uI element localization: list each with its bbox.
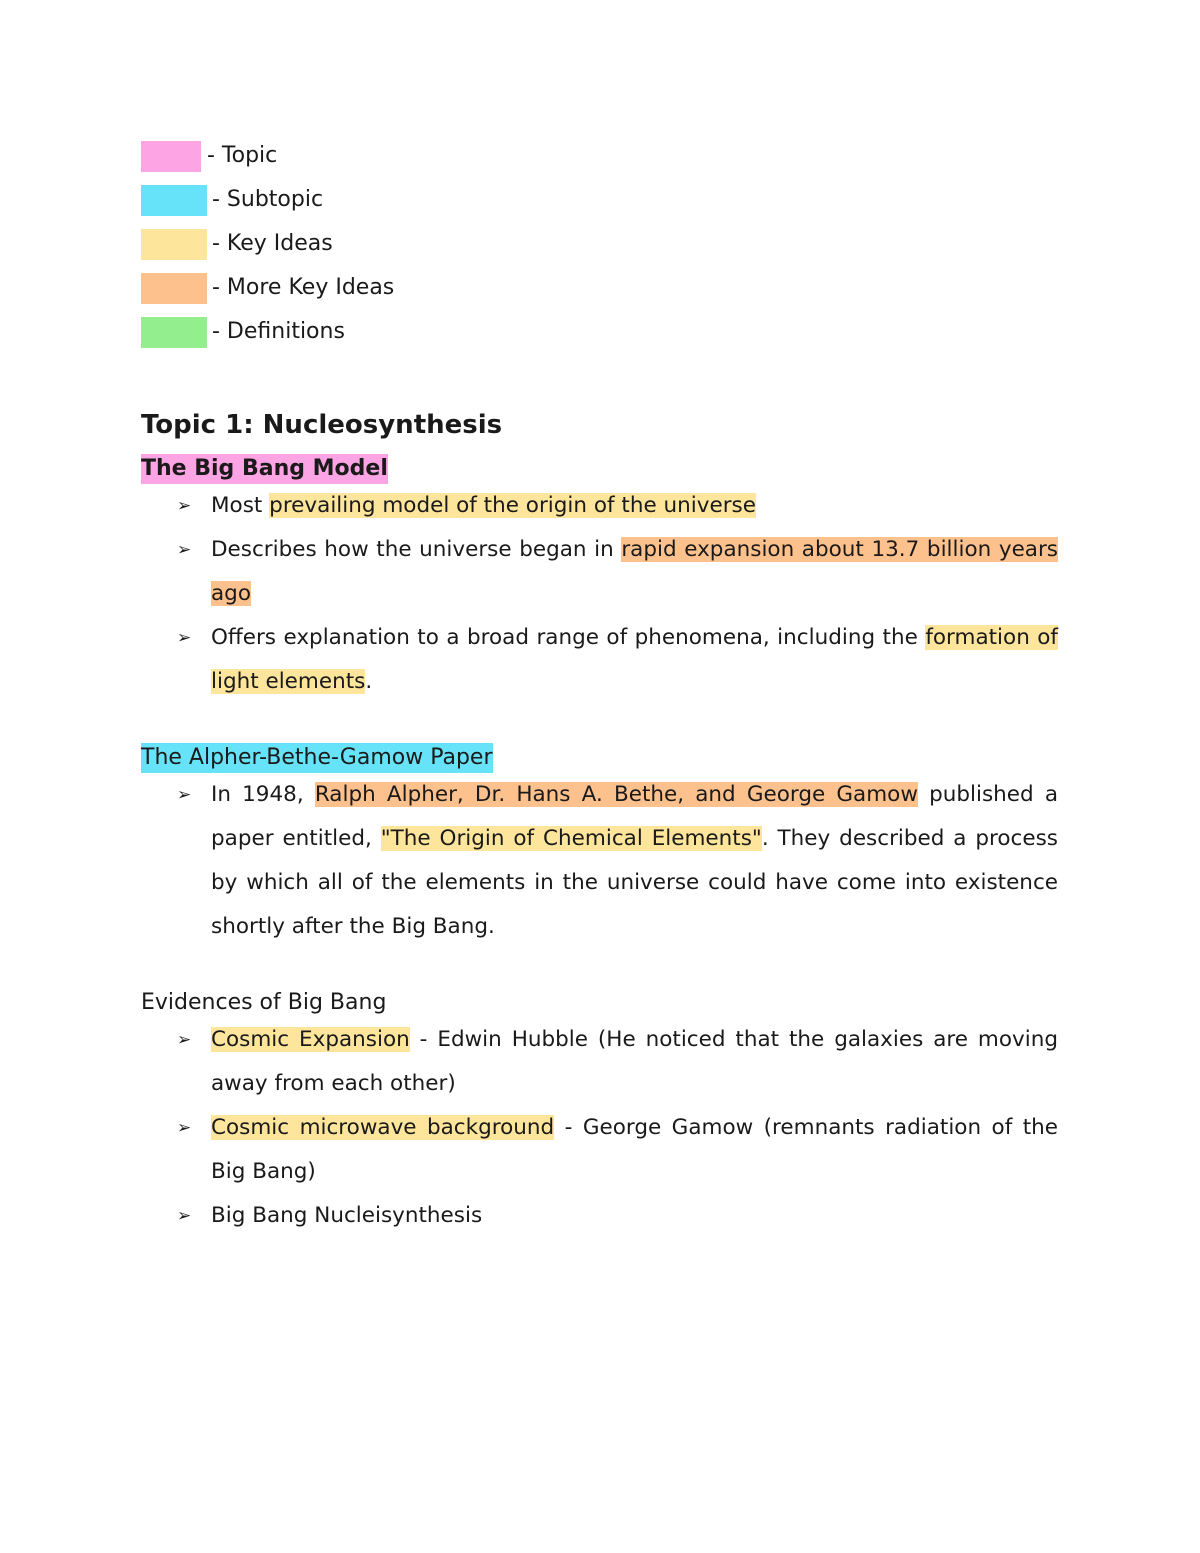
section-big-bang-model: [141, 445, 1058, 704]
spacer: [141, 704, 1058, 734]
section-abg-paper: [141, 734, 1058, 949]
legend-swatch-key-ideas: [141, 229, 207, 260]
key-idea-highlight: "The Origin of Chemical Elements": [380, 826, 762, 851]
more-key-idea-highlight: rapid expansion about 13.7 billion years ago: [211, 537, 1059, 606]
arrow-bullet-icon: ➢: [177, 1118, 192, 1138]
evidences-list: [141, 1018, 1058, 1238]
legend-swatch-more-key-ideas: [141, 273, 207, 304]
item-text: - Edwin Hubble (He noticed that the galaxies are moving away from each other): [211, 1027, 1058, 1096]
legend-label-more-key-ideas: - More Key Ideas: [212, 275, 395, 300]
spacer: [141, 949, 1058, 979]
item-text: Big Bang Nucleisynthesis: [211, 1203, 483, 1228]
list-item: [141, 528, 1058, 616]
item-text: Most: [211, 493, 270, 518]
legend-swatch-definitions: [141, 317, 207, 348]
legend-label-subtopic: - Subtopic: [212, 187, 324, 212]
more-key-idea-highlight: Ralph Alpher, Dr. Hans A. Bethe, and George Gamow: [314, 782, 918, 807]
item-text: Offers explanation to a broad range of phenomena, including the: [211, 625, 926, 650]
list-item: [141, 1106, 1058, 1194]
arrow-bullet-icon: ➢: [177, 1206, 192, 1226]
legend-row-key-ideas: [141, 228, 394, 260]
item-text: .: [365, 669, 373, 694]
legend-label-key-ideas: - Key Ideas: [212, 231, 333, 256]
list-item: [141, 616, 1058, 704]
arrow-bullet-icon: ➢: [177, 785, 192, 805]
item-text: - George Gamow (remnants radiation of the Big Bang): [211, 1115, 1058, 1184]
topic-title: Topic 1: Nucleosynthesis: [141, 410, 503, 440]
legend-row-definitions: [141, 316, 394, 348]
color-legend: [141, 140, 394, 360]
item-text: Describes how the universe began in: [211, 537, 622, 562]
legend-label-definitions: - Definitions: [212, 319, 345, 344]
legend-row-subtopic: [141, 184, 394, 216]
section-evidences: [141, 979, 1058, 1238]
arrow-bullet-icon: ➢: [177, 1030, 192, 1050]
notes-content: [141, 405, 1058, 1238]
list-item: [141, 484, 1058, 528]
abg-paper-list: [141, 773, 1058, 949]
subtopic-abg-paper: The Alpher-Bethe-Gamow Paper: [141, 743, 493, 773]
legend-row-topic: [141, 140, 394, 172]
item-text: published a paper entitled,: [211, 782, 1058, 851]
arrow-bullet-icon: ➢: [177, 540, 192, 560]
legend-label-topic: - Topic: [207, 143, 278, 168]
key-idea-highlight: Cosmic Expansion: [211, 1027, 410, 1052]
legend-swatch-subtopic: [141, 185, 207, 216]
key-idea-highlight: Cosmic microwave background: [211, 1115, 555, 1140]
subtopic-big-bang-model: The Big Bang Model: [141, 454, 388, 484]
legend-swatch-topic: [141, 141, 201, 172]
arrow-bullet-icon: ➢: [177, 496, 192, 516]
list-item: [141, 1018, 1058, 1106]
big-bang-model-list: [141, 484, 1058, 704]
list-item: [141, 1194, 1058, 1238]
legend-row-more-key-ideas: [141, 272, 394, 304]
key-idea-highlight: prevailing model of the origin of the universe: [269, 493, 756, 518]
subtopic-evidences: Evidences of Big Bang: [141, 990, 387, 1015]
list-item: [141, 773, 1058, 949]
item-text: In 1948,: [211, 782, 315, 807]
key-idea-highlight: formation of light elements: [211, 625, 1059, 694]
arrow-bullet-icon: ➢: [177, 628, 192, 648]
item-text: . They described a process by which all of the elements in the universe could have come into existence shortly after the Big Bang.: [211, 826, 1059, 939]
